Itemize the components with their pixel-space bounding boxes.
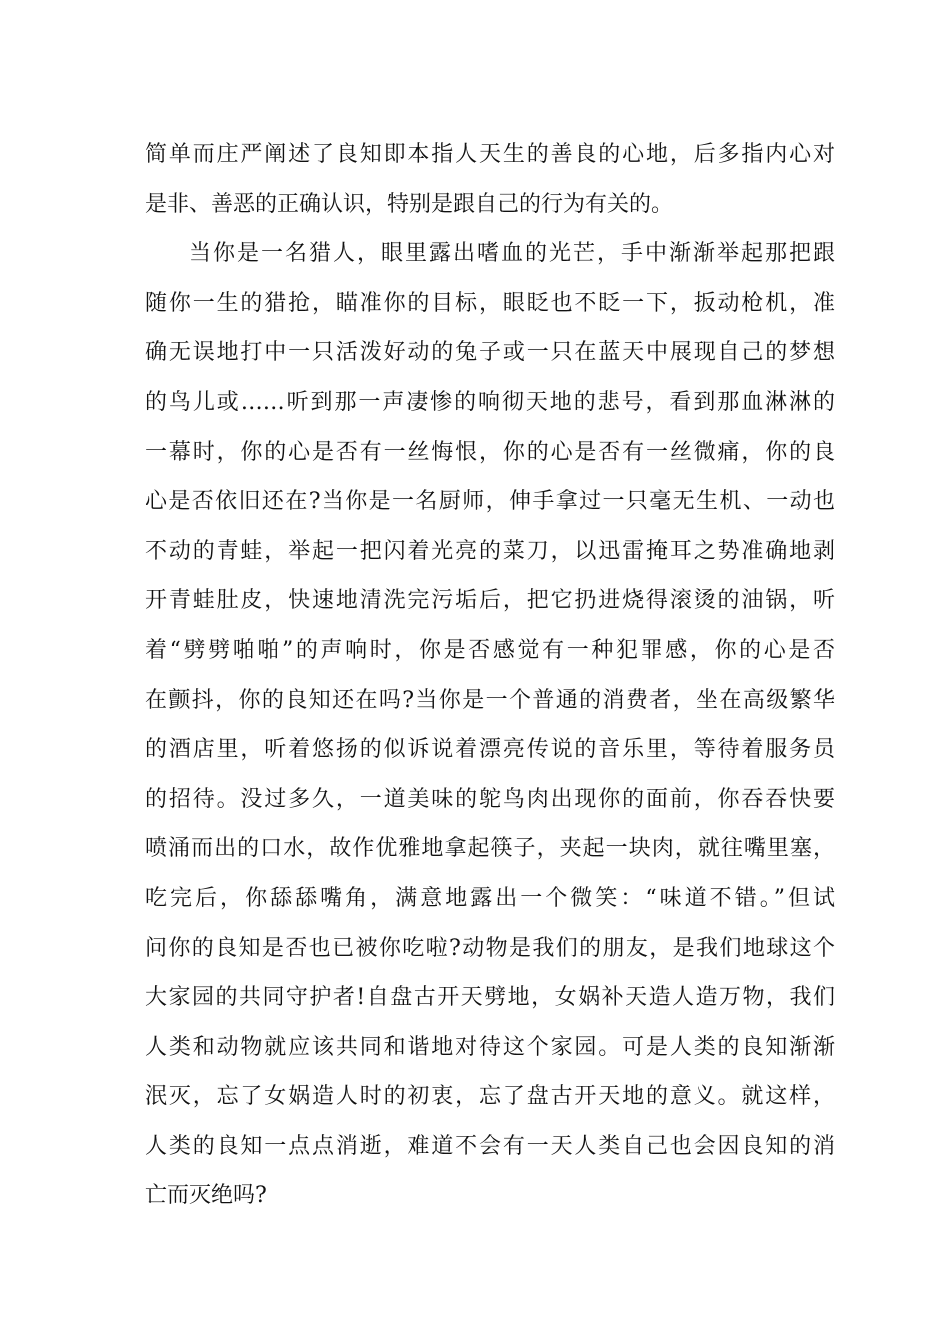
paragraph-2-first-line: 当你是一名猎人，眼里露出嗜血的光芒，手中渐渐举起那把跟 [189,241,835,267]
text-line-21: 人类的良知一点点消逝，难道不会有一天人类自己也会因良知的消 [145,1133,835,1159]
text-line-8: 心是否依旧还在?当你是一名厨师，伸手拿过一只毫无生机、一动也 [145,489,835,515]
text-line-2: 是非、善恶的正确认识，特别是跟自己的行为有关的。 [145,191,674,217]
text-line-15: 喷涌而出的口水，故作优雅地拿起筷子，夹起一块肉，就往嘴里塞， [145,836,835,862]
text-line-14: 的招待。没过多久，一道美味的鸵鸟肉出现你的面前，你吞吞快要 [145,786,835,812]
text-line-18: 大家园的共同守护者!自盘古开天劈地，女娲补天造人造万物，我们 [145,985,835,1011]
text-line-17: 问你的良知是否也已被你吃啦?动物是我们的朋友，是我们地球这个 [145,935,835,961]
text-line-10: 开青蛙肚皮，快速地清洗完污垢后，把它扔进烧得滚烫的油锅，听 [145,588,835,614]
text-line-1: 简单而庄严阐述了良知即本指人天生的善良的心地，后多指内心对 [145,142,835,167]
text-line-13: 的酒店里，听着悠扬的似诉说着漂亮传说的音乐里，等待着服务员 [145,737,835,763]
text-line-7: 一幕时，你的心是否有一丝悔恨，你的心是否有一丝微痛，你的良 [145,439,835,465]
text-line-12: 在颤抖，你的良知还在吗?当你是一个普通的消费者，坐在高级繁华 [145,687,835,713]
text-line-11: 着“劈劈啪啪”的声响时，你是否感觉有一种犯罪感，你的心是否 [145,637,835,663]
text-line-4: 随你一生的猎抢，瞄准你的目标，眼眨也不眨一下，扳动枪机，准 [145,290,835,316]
document-body [145,130,835,1221]
text-line-5: 确无误地打中一只活泼好动的兔子或一只在蓝天中展现自己的梦想 [145,340,835,366]
text-line-6: 的鸟儿或……听到那一声凄惨的响彻天地的悲号，看到那血淋淋的 [145,389,835,415]
text-line-16: 吃完后，你舔舔嘴角，满意地露出一个微笑：“味道不错。”但试 [145,885,835,911]
text-line-20: 泯灭，忘了女娲造人时的初衷，忘了盘古开天地的意义。就这样， [145,1084,835,1110]
text-line-19: 人类和动物就应该共同和谐地对待这个家园。可是人类的良知渐渐 [145,1034,835,1060]
text-line-22: 亡而灭绝吗? [145,1183,267,1209]
text-line-9: 不动的青蛙，举起一把闪着光亮的菜刀，以迅雷掩耳之势准确地剥 [145,538,835,564]
